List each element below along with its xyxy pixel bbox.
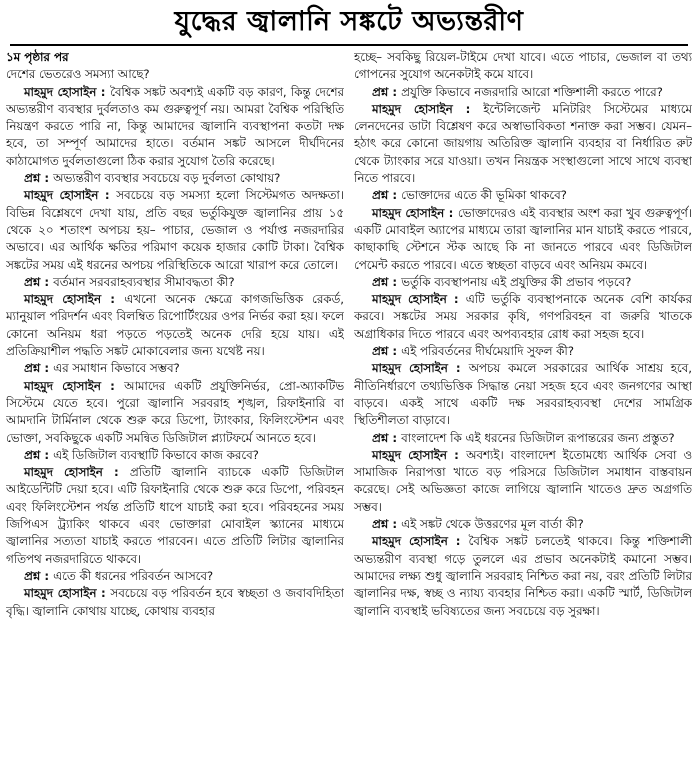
question-paragraph [354, 343, 692, 360]
article-columns [6, 49, 692, 759]
answer-paragraph [6, 464, 344, 568]
paragraph-text: এখনো অনেক ক্ষেত্রে কাগজভিত্তিক রেকর্ড, ম্যানুয়াল পরিদর্শন এবং বিলম্বিত রিপোর্টিংয়ের ওপর নির্ভর করা হয়। ফলে কোনো অনিয়ম ধরা পড়তে পড়তেই অনেক দেরি হয়ে যায়। এই প্রতিক্রিয়াশীল পদ্ধতি সঙ্কট মোকাবেলার জন্য যথেষ্ট নয়। [6, 292, 344, 359]
paragraph-text: প্রতিটি জ্বালানি ব্যাচকে একটি ডিজিটাল আইডেন্টিটি দেয়া হবে। এটি রিফাইনারি থেকে শুরু করে ডিপো, পরিবহন এবং ফিলিংস্টেশন পর্যন্ত প্রতিটি ধাপে যাচাই করা হবে। পরিবহনের সময় জিপিএস ট্র্যাকিং থাকবে এবং ভোক্তারা মোবাইল স্ক্যানের মাধ্যমে জ্বালানির সত্যতা যাচাই করতে পারবেন। এতে প্রতিটি লিটার জ্বালানির গতিপথ নজরদারিতে থাকবে। [6, 465, 344, 566]
paragraph-text: বৈশ্বিক সঙ্কট অবশ্যই একটি বড় কারণ, কিন্তু দেশের অভ্যন্তরীণ ব্যবস্থার দুর্বলতাও কম গুরুত্বপূর্ণ নয়। আমরা বৈশ্বিক পরিস্থিতি নিয়ন্ত্রণ করতে পারি না, কিন্তু আমাদের জ্বালানি ব্যবস্থাপনা কতটা দক্ষ হবে, তা সম্পূর্ণ আমাদের হাতে। বর্তমান সঙ্কট আসলে দীর্ঘদিনের কাঠামোগত দুর্বলতাগুলো ঠিক করার সুযোগ তৈরি করেছে। [6, 84, 344, 168]
speaker-name: মাহমুদ হোসাইন : [372, 361, 469, 376]
paragraph-text: ইন্টেলিজেন্ট মনিটরিং সিস্টেমের মাধ্যমে লেনদেনের ডাটা বিশ্লেষণ করে অস্বাভাবিকতা শনাক্ত করা সম্ভব। যেমন– হঠাৎ করে কোনো জায়গায় অতিরিক্ত জ্বালানি ব্যবহার বা নির্ধারিত রুট থেকে ট্যাংকার সরে যাওয়া। তখন নিয়ন্ত্রক সংস্থাগুলো সাথে সাথে ব্যবস্থা নিতে পারবে। [354, 101, 692, 186]
paragraph-text: দেশের ভেতরেও সমস্যা আছে? [6, 67, 150, 82]
question-label: প্রশ্ন : [24, 274, 54, 289]
speaker-name: মাহমুদ হোসাইন : [372, 534, 469, 549]
answer-paragraph [354, 291, 692, 343]
paragraph-text: বাংলাদেশ কি এই ধরনের ডিজিটাল রূপান্তরের জন্য প্রস্তুত? [401, 430, 675, 445]
body-paragraph [6, 66, 344, 83]
answer-paragraph [354, 101, 692, 187]
speaker-name: মাহমুদ হোসাইন : [372, 447, 467, 462]
question-paragraph [354, 516, 692, 533]
question-paragraph [6, 568, 344, 585]
question-paragraph [354, 84, 692, 101]
paragraph-text: সবচেয়ে বড় পরিবর্তন হবে স্বচ্ছতা ও জবাবদিহিতা বৃদ্ধি। জ্বালানি কোথায় যাচ্ছে, কোথায় ব্যবহার [6, 586, 344, 618]
paragraph-text: আমাদের একটি প্রযুক্তিনির্ভর, প্রো-অ্যাকটিভ সিস্টেমে যেতে হবে। পুরো জ্বালানি সরবরাহ শৃঙ্খল, রিফাইনারি বা আমদানি টার্মিনাল থেকে শুরু করে ডিপো, ট্যাংকার, ফিলিংস্টেশন এবং ভোক্তা, সবকিছুকে একটি সমন্বিত ডিজিটাল প্ল্যাটফর্মে আনতে হবে। [6, 378, 344, 445]
continued-from-label [6, 49, 344, 66]
question-paragraph [354, 430, 692, 447]
answer-paragraph [6, 187, 344, 273]
paragraph-text: এই পরিবর্তনের দীর্ঘমেয়াদি সুফল কী? [401, 344, 575, 359]
question-paragraph [6, 447, 344, 464]
paragraph-text: এই সঙ্কট থেকে উত্তরণের মূল বার্তা কী? [401, 517, 584, 532]
paragraph-text: প্রযুক্তি কিভাবে নজরদারি আরো শক্তিশালী করতে পারে? [401, 84, 663, 99]
question-label: প্রশ্ন : [372, 84, 402, 99]
answer-paragraph [6, 291, 344, 360]
right-column [354, 49, 692, 759]
answer-paragraph [6, 84, 344, 170]
question-label: প্রশ্ন : [372, 430, 402, 445]
answer-paragraph [6, 378, 344, 447]
page-reference: ১ম পৃষ্ঠার পর [6, 50, 69, 64]
question-label: প্রশ্ন : [372, 517, 402, 532]
answer-paragraph [354, 533, 692, 619]
answer-paragraph [6, 585, 344, 620]
left-column [6, 49, 344, 759]
question-label: প্রশ্ন : [24, 447, 54, 462]
paragraph-text: সবচেয়ে বড় সমস্যা হলো সিস্টেমগত অদক্ষতা। বিভিন্ন বিশ্লেষণে দেখা যায়, প্রতি বছর ভর্তুকিযুক্ত জ্বালানির প্রায় ১৫ থেকে ২০ শতাংশ অপচয় হয়– পাচার, ভেজাল ও পর্যাপ্ত নজরদারির অভাবে। এর আর্থিক ক্ষতির পরিমাণ কয়েক হাজার কোটি টাকা। বৈশ্বিক সঙ্কটের সময় এই ধরনের অপচয় পরিস্থিতিকে আরো খারাপ করে তোলে। [6, 188, 344, 272]
headline: যুদ্ধের জ্বালানি সঙ্কটে অভ্যন্তরীণ [174, 6, 524, 37]
paragraph-text: এতে কী ধরনের পরিবর্তন আসবে? [53, 568, 214, 583]
speaker-name: মাহমুদ হোসাইন : [24, 465, 130, 480]
answer-paragraph [354, 205, 692, 274]
speaker-name: মাহমুদ হোসাইন : [24, 378, 125, 393]
question-label: প্রশ্ন : [24, 361, 54, 376]
paragraph-text: অভ্যন্তরীণ ব্যবস্থার সবচেয়ে বড় দুর্বলতা কোথায়? [53, 171, 281, 186]
paragraph-text: অপচয় কমলে সরকারের আর্থিক সাশ্রয় হবে, নীতিনির্ধারণে তথ্যভিত্তিক সিদ্ধান্ত নেয়া সহজ হবে এবং জনগণের আস্থা বাড়বে। একই সাথে একটি দক্ষ সরবরাহব্যবস্থা দেশের সামগ্রিক স্থিতিশীলতা বাড়াবে। [354, 361, 692, 428]
answer-paragraph [354, 447, 692, 516]
question-paragraph [6, 360, 344, 377]
paragraph-text: এই ডিজিটাল ব্যবস্থাটি কিভাবে কাজ করবে? [53, 447, 259, 462]
paragraph-text: বর্তমান সরবরাহব্যবস্থার সীমাবদ্ধতা কী? [53, 274, 235, 289]
question-label: প্রশ্ন : [372, 274, 402, 289]
paragraph-text: এটি ভর্তুকি ব্যবস্থাপনাকে অনেক বেশি কার্যকর করবে। সঙ্কটের সময় সরকার কৃষি, গণপরিবহন বা জরুরি খাতকে অগ্রাধিকার দিতে পারবে এবং অপব্যবহার রোধ করা সহজ হবে। [354, 292, 692, 341]
answer-paragraph [354, 360, 692, 429]
speaker-name: মাহমুদ হোসাইন : [24, 188, 117, 203]
question-label: প্রশ্ন : [372, 188, 402, 203]
question-label: প্রশ্ন : [24, 171, 54, 186]
headline-rule [10, 44, 688, 46]
paragraph-text: ভোক্তাদের এতে কী ভূমিকা থাকবে? [401, 188, 567, 203]
question-paragraph [6, 274, 344, 291]
paragraph-text: ভর্তুকি ব্যবস্থাপনায় এই প্রযুক্তির কী প্রভাব পড়বে? [401, 274, 632, 289]
paragraph-text: হচ্ছে– সবকিছু রিয়েল-টাইমে দেখা যাবে। এতে পাচার, ভেজাল বা তথ্য গোপনের সুযোগ অনেকটাই কমে যাবে। [354, 50, 692, 82]
body-paragraph [354, 49, 692, 84]
paragraph-text: এর সমাধান কিভাবে সম্ভব? [53, 361, 180, 376]
question-paragraph [354, 274, 692, 291]
speaker-name: মাহমুদ হোসাইন : [24, 292, 125, 307]
paragraph-text: বৈশ্বিক সঙ্কট চলতেই থাকবে। কিন্তু শক্তিশালী অভ্যন্তরীণ ব্যবস্থা গড়ে তুললে এর প্রভাব অনেকটাই কমানো সম্ভব। আমাদের লক্ষ্য শুধু জ্বালানি সরবরাহ নিশ্চিত করা নয়, বরং প্রতিটি লিটার জ্বালানির দক্ষ, স্বচ্ছ ও ন্যায্য ব্যবহার নিশ্চিত করা। একটি স্মার্ট, ডিজিটাল জ্বালানি ব্যবস্থাই ভবিষ্যতের জন্য সবচেয়ে বড় সুরক্ষা। [354, 534, 692, 618]
speaker-name: মাহমুদ হোসাইন : [372, 292, 466, 307]
question-paragraph [6, 170, 344, 187]
speaker-name: মাহমুদ হোসাইন : [372, 101, 484, 116]
paragraph-text: ভোক্তাদেরও এই ব্যবস্থার অংশ করা খুব গুরুত্বপূর্ণ। একটি মোবাইল অ্যাপের মাধ্যমে তারা জ্বালানির মান যাচাই করতে পারবে, কাছাকাছি স্টেশনে স্টক আছে কি না জানতে পারবে এবং ডিজিটাল পেমেন্ট করতে পারবে। এতে স্বচ্ছতা বাড়বে এবং অনিয়ম কমবে। [354, 205, 692, 272]
question-paragraph [354, 187, 692, 204]
question-label: প্রশ্ন : [372, 344, 402, 359]
paragraph-text: অবশ্যই। বাংলাদেশ ইতোমধ্যে আর্থিক সেবা ও সামাজিক নিরাপত্তা খাতে বড় পরিসরে ডিজিটাল সমাধান বাস্তবায়ন করেছে। সেই অভিজ্ঞতা কাজে লাগিয়ে জ্বালানি খাতেও দ্রুত অগ্রগতি সম্ভব। [354, 447, 692, 514]
question-label: প্রশ্ন : [24, 568, 54, 583]
speaker-name: মাহমুদ হোসাইন : [24, 84, 111, 99]
speaker-name: মাহমুদ হোসাইন : [24, 586, 111, 601]
speaker-name: মাহমুদ হোসাইন : [372, 205, 458, 220]
